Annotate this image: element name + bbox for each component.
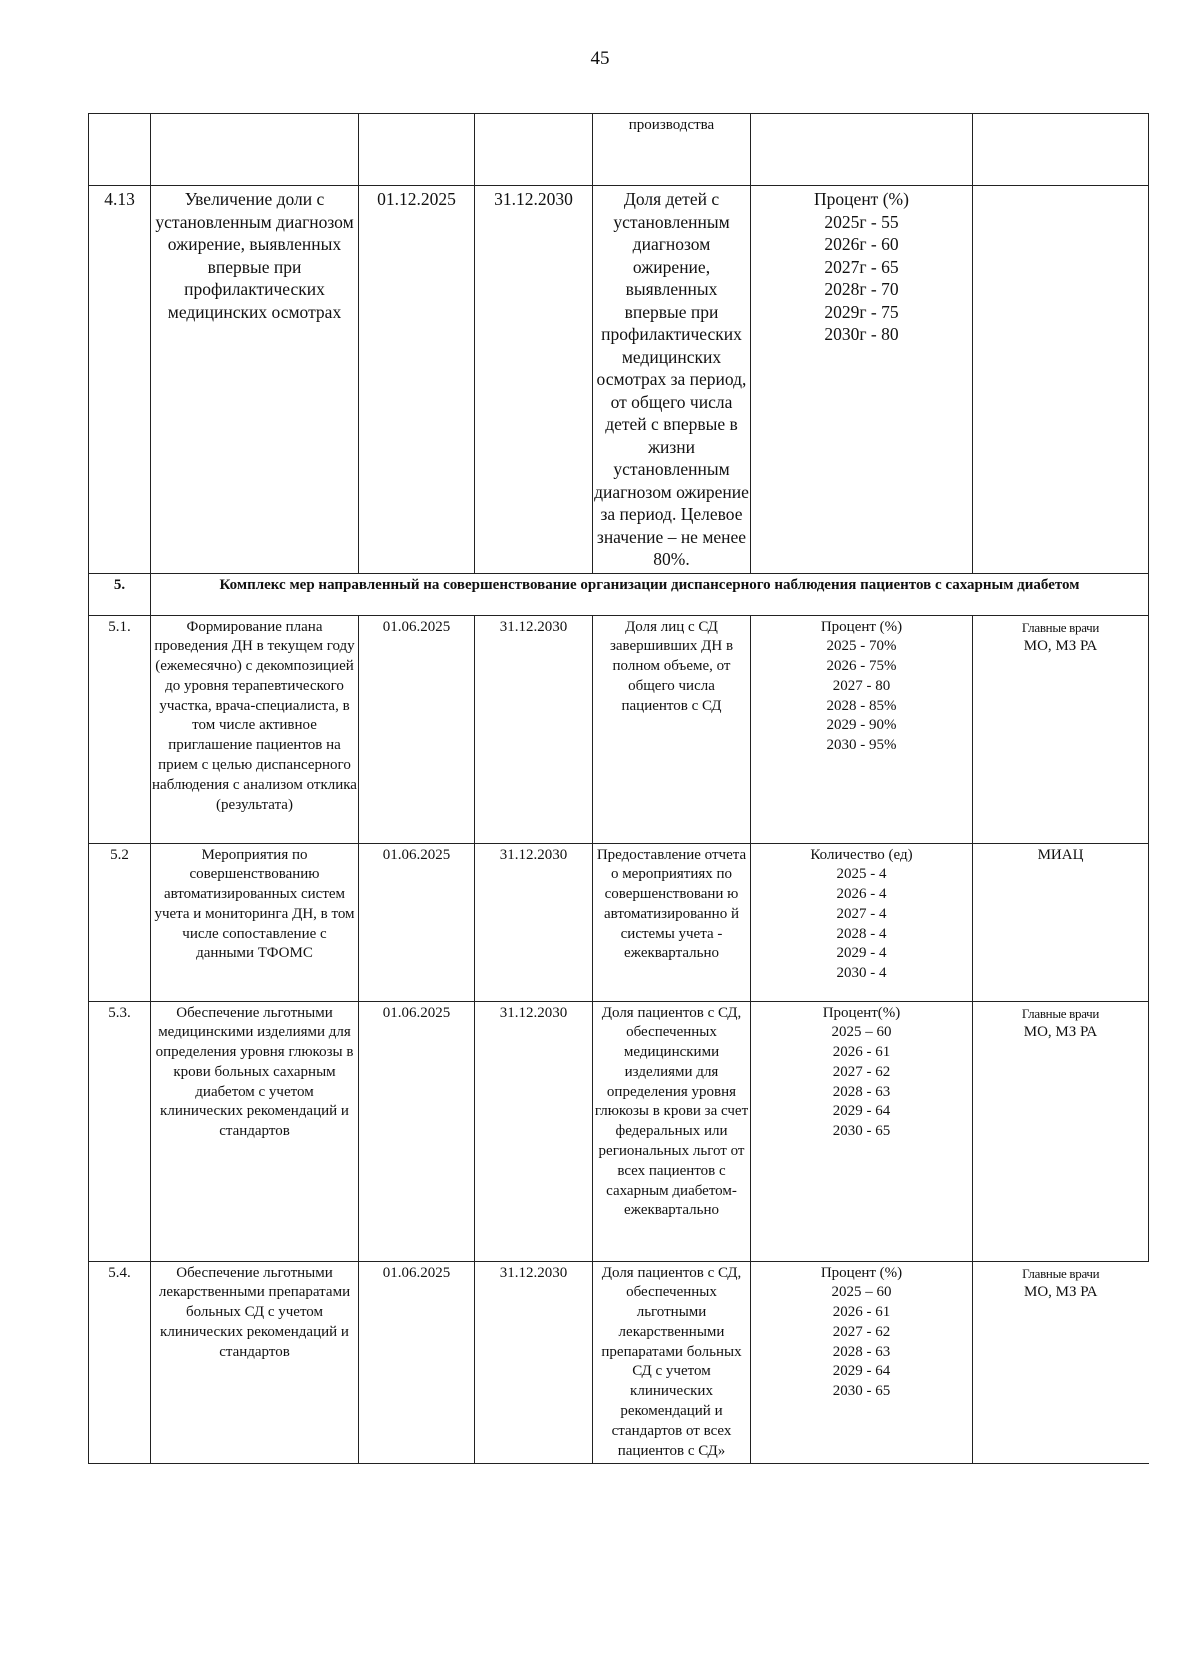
start-date-cell: 01.06.2025 <box>359 615 475 843</box>
responsible-line: Главные врачи <box>1021 619 1100 635</box>
row-number: 5.3. <box>89 1001 151 1261</box>
end-date-cell: 31.12.2030 <box>475 186 593 574</box>
value-line: 2029 - 4 <box>836 945 887 962</box>
section-title: Комплекс мер направленный на совершенствование организации диспансерного наблюдения пациентов с сахарным диабетом <box>151 573 1149 615</box>
value-line: 2028 - 63 <box>832 1343 891 1360</box>
responsible-cell <box>973 114 1149 186</box>
responsible-line: МО, МЗ РА <box>1023 1024 1098 1041</box>
value-line: 2026 - 61 <box>832 1044 891 1061</box>
end-date-cell: 31.12.2030 <box>475 615 593 843</box>
value-line: 2029 - 64 <box>832 1363 891 1380</box>
value-cell <box>751 114 973 186</box>
table-row <box>89 114 1149 186</box>
page-number: 45 <box>590 48 610 69</box>
row-number: 5.4. <box>89 1261 151 1464</box>
start-date-cell: 01.12.2025 <box>359 186 475 574</box>
value-cell <box>751 1261 973 1464</box>
value-line: 2027 - 80 <box>832 677 891 694</box>
measure-cell: Формирование плана проведения ДН в текущем году (ежемесячно) с декомпозицией до уровня терапевтического участка, врача-специалиста, в том числе активное приглашение пациентов на прием с целью диспансерного наблюдения с анализом отклика (результата) <box>151 615 359 843</box>
value-line: 2030 - 65 <box>832 1383 891 1400</box>
responsible-cell <box>973 1001 1149 1261</box>
value-line: Процент(%) <box>822 1004 901 1021</box>
value-cell <box>751 843 973 1001</box>
responsible-cell <box>973 1261 1149 1464</box>
indicator-cell: Доля пациентов с СД, обеспеченных льготными лекарственными препаратами больных СД с учетом клинических рекомендаций и стандартов от всех пациентов с СД» <box>593 1261 751 1464</box>
row-number: 5. <box>89 573 151 615</box>
responsible-cell <box>973 186 1149 574</box>
table-row <box>89 843 1149 1001</box>
value-cell <box>751 615 973 843</box>
measure-cell <box>151 114 359 186</box>
value-line: 2028 - 63 <box>832 1083 891 1100</box>
measures-table <box>88 113 1149 1464</box>
value-line: 2030 - 95% <box>826 737 897 754</box>
value-line: 2030 - 65 <box>832 1123 891 1140</box>
value-line: 2028г - 70 <box>824 279 899 299</box>
measure-cell: Увеличение доли с установленным диагнозом ожирение, выявленных впервые при профилактических медицинских осмотрах <box>151 186 359 574</box>
indicator-cell: Предоставление отчета о мероприятиях по совершенствовани ю автоматизированно й системы учета - ежеквартально <box>593 843 751 1001</box>
row-number: 5.2 <box>89 843 151 1001</box>
value-line: 2029 - 90% <box>826 717 897 734</box>
end-date-cell: 31.12.2030 <box>475 843 593 1001</box>
start-date-cell: 01.06.2025 <box>359 1001 475 1261</box>
value-line: 2029 - 64 <box>832 1103 891 1120</box>
start-date-cell: 01.06.2025 <box>359 843 475 1001</box>
responsible-line: МО, МЗ РА <box>1023 1284 1098 1301</box>
end-date-cell: 31.12.2030 <box>475 1261 593 1464</box>
value-line: 2027 - 4 <box>836 905 887 922</box>
measure-cell: Мероприятия по совершенствованию автоматизированных систем учета и мониторинга ДН, в том числе сопоставление с данными ТФОМС <box>151 843 359 1001</box>
value-line: 2026 - 4 <box>836 886 887 903</box>
value-line: 2028 - 4 <box>836 925 887 942</box>
value-line: Количество (ед) <box>810 846 913 863</box>
table-row <box>89 1001 1149 1261</box>
indicator-cell: Доля пациентов с СД, обеспеченных медицинскими изделиями для определения уровня глюкозы в крови за счет федеральных или региональных льгот от всех пациентов с сахарным диабетом-ежеквартально <box>593 1001 751 1261</box>
value-line: Процент (%) <box>814 189 909 209</box>
measure-cell: Обеспечение льготными лекарственными препаратами больных СД с учетом клинических рекомендаций и стандартов <box>151 1261 359 1464</box>
value-line: 2028 - 85% <box>826 697 897 714</box>
start-date-cell <box>359 114 475 186</box>
section-row <box>89 573 1149 615</box>
value-line: 2026 - 75% <box>826 658 897 675</box>
value-cell <box>751 1001 973 1261</box>
value-line: 2025 - 70% <box>826 638 897 655</box>
indicator-cell: производства <box>593 114 751 186</box>
indicator-cell: Доля детей с установленным диагнозом ожирение, выявленных впервые при профилактических медицинских осмотрах за период, от общего числа детей с впервые в жизни установленным диагнозом ожирение за период. Целевое значение – не менее 80%. <box>593 186 751 574</box>
value-line: 2030 - 4 <box>836 965 887 982</box>
start-date-cell: 01.06.2025 <box>359 1261 475 1464</box>
end-date-cell: 31.12.2030 <box>475 1001 593 1261</box>
value-line: 2027г - 65 <box>824 256 899 277</box>
measure-cell: Обеспечение льготными медицинскими изделиями для определения уровня глюкозы в крови больных сахарным диабетом с учетом клинических рекомендаций и стандартов <box>151 1001 359 1261</box>
row-number <box>89 114 151 186</box>
value-line: Процент (%) <box>820 618 903 635</box>
value-cell <box>751 186 973 574</box>
responsible-cell <box>973 843 1149 1001</box>
value-line: Процент (%) <box>820 1264 903 1281</box>
value-line: 2027 - 62 <box>832 1063 891 1080</box>
row-number: 5.1. <box>89 615 151 843</box>
responsible-cell <box>973 615 1149 843</box>
value-line: 2025г - 55 <box>824 211 899 232</box>
table-row <box>89 186 1149 574</box>
value-line: 2025 – 60 <box>831 1024 892 1041</box>
end-date-cell <box>475 114 593 186</box>
responsible-line: МО, МЗ РА <box>1023 638 1098 655</box>
value-line: 2025 - 4 <box>836 866 887 883</box>
value-line: 2029г - 75 <box>824 301 899 322</box>
responsible-line: Главные врачи <box>1022 1265 1100 1281</box>
value-line: 2025 – 60 <box>831 1284 892 1301</box>
responsible-line: Главные врачи <box>1021 1005 1100 1021</box>
table-row <box>89 1261 1149 1464</box>
table-row <box>89 615 1149 843</box>
value-line: 2027 - 62 <box>832 1323 891 1340</box>
value-line: 2030г - 80 <box>824 324 899 344</box>
responsible-line: МИАЦ <box>1037 846 1084 863</box>
row-number: 4.13 <box>89 186 151 574</box>
indicator-cell: Доля лиц с СД завершивших ДН в полном объеме, от общего числа пациентов с СД <box>593 615 751 843</box>
value-line: 2026г - 60 <box>824 234 899 254</box>
value-line: 2026 - 61 <box>832 1304 891 1321</box>
